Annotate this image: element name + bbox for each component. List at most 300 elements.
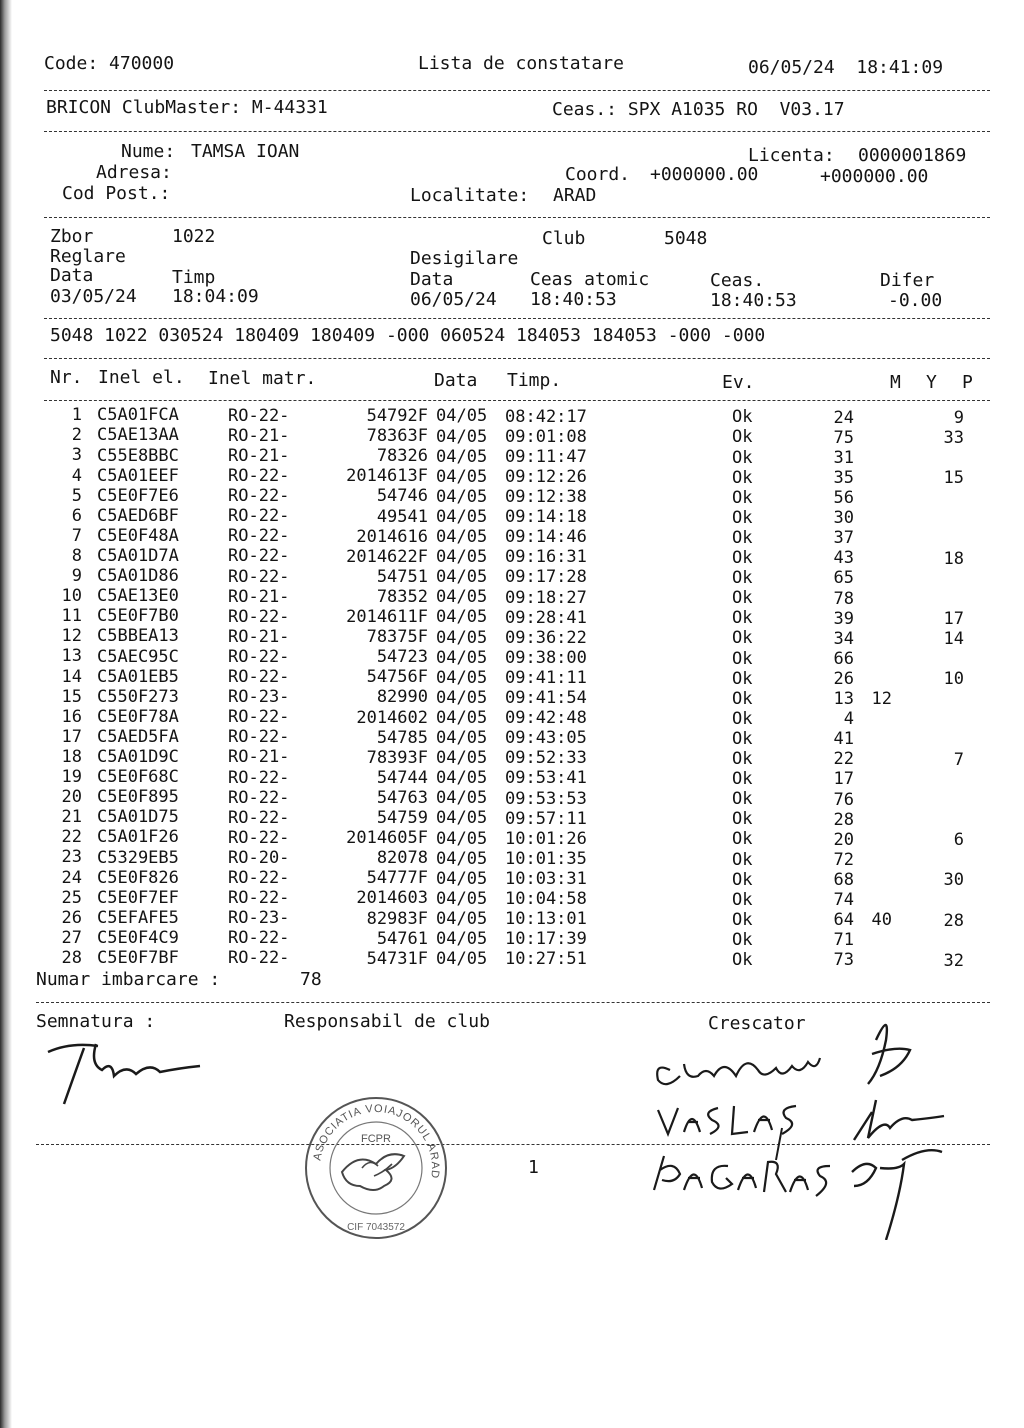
ring-number: 49541 <box>376 506 428 527</box>
ring-prefix: RO-22- <box>228 707 290 728</box>
ring-number: 54763 <box>376 787 428 808</box>
ring-prefix: RO-22- <box>228 787 290 808</box>
electronic-ring: C5E0F78A <box>97 706 179 727</box>
difference-value: -0.00 <box>888 290 943 311</box>
address-label: Adresa: <box>96 162 172 183</box>
electronic-ring: C5AE13AA <box>97 425 179 446</box>
ring-number: 78363F <box>366 426 428 447</box>
ring-number: 78352 <box>376 586 428 607</box>
row-number: 15 <box>61 686 82 707</box>
electronic-ring: C5E0F48A <box>97 525 179 546</box>
arrival-date: 04/05 <box>436 888 488 909</box>
row-number: 25 <box>61 887 82 908</box>
document-title: Lista de constatare <box>418 53 624 74</box>
col-p-value: 10 <box>943 669 964 690</box>
ring-number: 78326 <box>376 446 428 467</box>
event-status: Ok <box>732 849 753 870</box>
club-number: 5048 <box>664 228 708 249</box>
electronic-ring: C5E0F7E6 <box>97 485 179 506</box>
breeder-label: Crescator <box>708 1013 806 1034</box>
ring-prefix: RO-21- <box>228 747 290 768</box>
col-m-value: 17 <box>833 769 854 790</box>
ring-number: 82983F <box>366 908 428 929</box>
arrival-date: 04/05 <box>436 426 488 447</box>
event-status: Ok <box>732 608 753 629</box>
event-status: Ok <box>732 809 753 830</box>
col-m-value: 31 <box>833 447 854 468</box>
col-m-value: 78 <box>833 588 854 609</box>
col-inel-el-header: Inel el. <box>98 367 185 388</box>
row-number: 12 <box>61 626 82 647</box>
col-p-value: 15 <box>943 468 964 489</box>
col-p-value: 9 <box>953 408 964 428</box>
arrival-time: 09:57:11 <box>505 808 587 829</box>
col-m-value: 73 <box>833 950 854 971</box>
col-m-value: 20 <box>833 829 854 850</box>
col-m-value: 24 <box>833 407 854 428</box>
arrival-date: 04/05 <box>436 667 488 688</box>
electronic-ring: C5A01FCA <box>97 405 179 426</box>
arrival-date: 04/05 <box>436 788 488 809</box>
event-status: Ok <box>732 889 753 910</box>
ring-number: 2014613F <box>346 466 428 487</box>
row-number: 13 <box>61 646 82 667</box>
event-status: Ok <box>732 648 753 669</box>
row-number: 27 <box>61 927 82 948</box>
club-responsible-label: Responsabil de club <box>284 1011 490 1032</box>
event-status: Ok <box>732 688 753 709</box>
row-number: 8 <box>71 545 82 566</box>
electronic-ring: C5E0F826 <box>97 867 179 888</box>
electronic-ring: C550F273 <box>97 686 179 707</box>
ring-number: 54777F <box>366 868 428 889</box>
ring-prefix: RO-21- <box>228 586 290 607</box>
arrival-time: 09:01:08 <box>505 426 587 447</box>
zbor-label: Zbor <box>50 226 94 247</box>
reglare-time-label: Timp <box>172 267 216 288</box>
arrival-time: 10:27:51 <box>505 949 587 970</box>
col-ev-header: Ev. <box>722 372 755 393</box>
col-m-value: 76 <box>833 789 854 810</box>
electronic-ring: C5EFAFE5 <box>97 907 179 928</box>
col-m-value: 39 <box>833 608 854 629</box>
arrival-date: 04/05 <box>436 828 488 849</box>
club-label: Club <box>542 228 586 249</box>
ring-prefix: RO-22- <box>228 667 290 687</box>
svg-text:ASOCIATIA VOIAJORUL ARAD: ASOCIATIA VOIAJORUL ARAD <box>311 1102 442 1180</box>
ring-prefix: RO-22- <box>228 486 290 507</box>
row-number: 19 <box>61 767 82 787</box>
event-status: Ok <box>732 929 753 950</box>
clock-time: 18:40:53 <box>710 290 797 311</box>
arrival-time: 10:01:26 <box>505 828 587 849</box>
ring-prefix: RO-22- <box>228 526 290 547</box>
divider <box>36 1002 990 1003</box>
ring-prefix: RO-21- <box>228 626 290 647</box>
ring-number: 2014603 <box>356 888 428 909</box>
svg-text:CIF 7043572: CIF 7043572 <box>347 1222 405 1233</box>
col-y-value: 40 <box>871 910 892 931</box>
arrival-date: 04/05 <box>436 908 488 929</box>
arrival-time: 09:42:48 <box>505 708 587 729</box>
arrival-time: 09:41:54 <box>505 688 587 708</box>
ring-prefix: RO-21- <box>228 425 290 446</box>
reglare-date-label: Data <box>50 265 94 286</box>
electronic-ring: C5E0F68C <box>97 767 179 788</box>
divider <box>44 358 990 359</box>
signature-image <box>40 1030 210 1110</box>
row-number: 18 <box>61 746 82 767</box>
ring-number: 2014605F <box>346 828 428 849</box>
arrival-time: 09:17:28 <box>505 567 587 588</box>
arrival-time: 09:36:22 <box>505 627 587 648</box>
ring-prefix: RO-22- <box>228 888 290 909</box>
col-p-value: 30 <box>943 870 964 891</box>
ring-number: 54759 <box>376 808 428 828</box>
arrival-time: 10:13:01 <box>505 909 587 930</box>
arrival-date: 04/05 <box>436 466 488 487</box>
svg-text:FCPR: FCPR <box>361 1133 391 1145</box>
arrival-time: 09:38:00 <box>505 647 587 668</box>
ring-number: 2014611F <box>346 607 428 627</box>
row-number: 17 <box>61 726 82 747</box>
row-number: 9 <box>71 566 82 586</box>
ring-prefix: RO-22- <box>228 948 290 969</box>
arrival-date: 04/05 <box>436 707 488 728</box>
electronic-ring: C5A01D75 <box>97 807 179 828</box>
col-p-header: P <box>962 372 973 393</box>
event-status: Ok <box>732 527 753 548</box>
ring-number: 2014616 <box>356 526 428 547</box>
arrival-date: 04/05 <box>436 406 488 427</box>
electronic-ring: C5E0F4C9 <box>97 927 179 948</box>
club-stamp-image <box>302 1094 450 1242</box>
col-y-header: Y <box>926 372 937 393</box>
clock-label: Ceas. <box>710 270 765 291</box>
ring-prefix: RO-21- <box>228 445 290 466</box>
col-m-value: 13 <box>833 689 854 709</box>
ring-prefix: RO-22- <box>228 827 290 848</box>
license-number: 0000001869 <box>858 145 967 166</box>
clock-id: Ceas.: SPX A1035 RO V03.17 <box>552 99 845 120</box>
row-number: 1 <box>71 405 82 426</box>
col-m-value: 56 <box>833 488 854 508</box>
ring-prefix: RO-22- <box>228 807 290 828</box>
arrival-date: 04/05 <box>436 607 488 628</box>
col-p-value: 7 <box>953 749 964 770</box>
row-number: 3 <box>71 445 82 466</box>
event-status: Ok <box>732 447 753 468</box>
ring-number: 54792F <box>366 406 428 426</box>
divider <box>44 400 990 401</box>
ring-prefix: RO-22- <box>228 928 290 949</box>
row-number: 24 <box>61 867 82 888</box>
event-status: Ok <box>732 728 753 749</box>
col-m-value: 68 <box>833 869 854 890</box>
event-status: Ok <box>732 427 753 448</box>
scan-edge-shadow <box>0 0 12 1428</box>
col-m-value: 22 <box>833 749 854 770</box>
col-p-value: 18 <box>943 548 964 569</box>
event-status: Ok <box>732 708 753 729</box>
reglare-label: Reglare <box>50 246 126 267</box>
event-status: Ok <box>732 950 753 970</box>
row-number: 2 <box>71 425 82 446</box>
electronic-ring: C5AED5FA <box>97 726 179 747</box>
arrival-date: 04/05 <box>436 687 488 708</box>
row-number: 5 <box>71 485 82 506</box>
arrival-date: 04/05 <box>436 929 488 949</box>
electronic-ring: C5AEC95C <box>97 646 179 667</box>
locality: ARAD <box>553 185 597 206</box>
reglare-date: 03/05/24 <box>50 286 137 307</box>
row-number: 26 <box>61 907 82 928</box>
event-status: Ok <box>732 467 753 488</box>
ring-prefix: RO-22- <box>228 405 290 426</box>
arrival-date: 04/05 <box>436 748 488 769</box>
electronic-ring: C5A01D7A <box>97 546 179 566</box>
arrival-time: 09:16:31 <box>505 547 587 568</box>
electronic-ring: C5E0F7EF <box>97 887 179 908</box>
ring-prefix: RO-22- <box>228 727 290 748</box>
electronic-ring: C5BBEA13 <box>97 626 179 647</box>
event-status: Ok <box>732 869 753 890</box>
col-p-value: 28 <box>943 910 964 931</box>
col-m-value: 34 <box>833 628 854 649</box>
electronic-ring: C5A01D9C <box>97 747 179 767</box>
event-status: Ok <box>732 829 753 850</box>
ring-number: 78393F <box>366 747 428 768</box>
electronic-ring: C5A01EEF <box>97 465 179 486</box>
zbor-number: 1022 <box>172 226 216 247</box>
col-p-value: 17 <box>943 609 964 629</box>
arrival-date: 04/05 <box>436 527 488 547</box>
col-m-value: 43 <box>833 548 854 569</box>
electronic-ring: C5A01EB5 <box>97 666 179 687</box>
row-number: 4 <box>71 465 82 486</box>
license-label: Licenta: <box>748 145 835 166</box>
embark-label: Numar imbarcare : <box>36 969 221 990</box>
desig-date: 06/05/24 <box>410 289 497 310</box>
row-number: 16 <box>61 706 82 727</box>
atomic-clock-label: Ceas atomic <box>530 269 650 290</box>
event-status: Ok <box>732 749 753 769</box>
ring-prefix: RO-22- <box>228 868 290 888</box>
arrival-time: 09:12:38 <box>505 487 587 507</box>
ring-number: 2014622F <box>346 546 428 567</box>
arrival-date: 04/05 <box>436 587 488 608</box>
arrival-time: 09:14:46 <box>505 527 587 548</box>
ring-prefix: RO-23- <box>228 687 290 708</box>
code-label: Code: 470000 <box>44 53 175 74</box>
col-p-value: 33 <box>943 428 964 449</box>
coord-lat: +000000.00 <box>650 164 759 185</box>
col-nr-header: Nr. <box>50 367 83 388</box>
arrival-time: 09:53:53 <box>505 788 587 809</box>
arrival-date: 04/05 <box>436 949 488 970</box>
ring-number: 54761 <box>376 928 428 949</box>
ring-number: 54756F <box>366 667 428 688</box>
postal-label: Cod Post.: <box>62 183 171 204</box>
col-data-header: Data <box>434 370 478 391</box>
arrival-time: 10:17:39 <box>505 929 587 950</box>
electronic-ring: C5E0F7B0 <box>97 606 179 627</box>
electronic-ring: C5E0F7BF <box>97 948 179 968</box>
arrival-time: 09:52:33 <box>505 748 587 769</box>
col-p-value: 32 <box>943 950 964 971</box>
owner-name: TAMSA IOAN <box>191 141 300 162</box>
col-m-value: 65 <box>833 568 854 589</box>
col-m-value: 41 <box>833 729 854 750</box>
arrival-date: 04/05 <box>436 486 488 507</box>
col-m-value: 75 <box>833 427 854 448</box>
arrival-date: 04/05 <box>436 547 488 568</box>
arrival-time: 09:14:18 <box>505 507 587 528</box>
row-number: 10 <box>61 586 82 607</box>
row-number: 20 <box>61 787 82 808</box>
arrival-time: 08:42:17 <box>505 406 587 427</box>
arrival-date: 04/05 <box>436 446 488 467</box>
col-p-value: 6 <box>953 830 964 851</box>
event-status: Ok <box>732 548 753 568</box>
ring-prefix: RO-22- <box>228 566 290 587</box>
event-status: Ok <box>732 407 753 428</box>
event-status: Ok <box>732 668 753 689</box>
arrival-time: 09:12:26 <box>505 466 587 487</box>
breeder-signatures-image <box>640 1010 980 1240</box>
event-status: Ok <box>732 909 753 930</box>
arrival-date: 04/05 <box>436 647 488 668</box>
electronic-ring: C5AED6BF <box>97 505 179 526</box>
event-status: Ok <box>732 507 753 528</box>
divider <box>44 318 990 319</box>
electronic-ring: C5A01F26 <box>97 827 179 848</box>
col-m-value: 74 <box>833 890 854 910</box>
arrival-date: 04/05 <box>436 728 488 748</box>
arrival-time: 09:11:47 <box>505 446 587 467</box>
arrival-date: 04/05 <box>436 808 488 829</box>
coord-label: Coord. <box>565 164 631 185</box>
ring-number: 54751 <box>376 566 428 587</box>
col-m-header: M <box>890 372 901 393</box>
system-name: BRICON ClubMaster: M-44331 <box>46 97 328 118</box>
col-m-value: 4 <box>843 709 854 730</box>
row-number: 7 <box>71 525 82 546</box>
event-status: Ok <box>732 769 753 790</box>
difference-label: Difer <box>880 270 935 291</box>
arrival-time: 09:28:41 <box>505 607 587 628</box>
arrival-date: 04/05 <box>436 868 488 889</box>
ring-prefix: RO-22- <box>228 466 290 486</box>
reglare-time: 18:04:09 <box>172 286 259 307</box>
col-inel-matr-header: Inel matr. <box>208 368 317 389</box>
event-status: Ok <box>732 789 753 810</box>
arrival-time: 10:01:35 <box>505 848 587 869</box>
ring-number: 82078 <box>376 848 428 869</box>
col-m-value: 71 <box>833 930 854 951</box>
col-m-value: 64 <box>833 910 854 931</box>
signature-label: Semnatura : <box>36 1011 156 1032</box>
row-number: 28 <box>61 947 82 968</box>
ring-prefix: RO-22- <box>228 546 290 567</box>
ring-number: 78375F <box>366 627 428 648</box>
arrival-date: 04/05 <box>436 506 488 527</box>
col-m-value: 30 <box>833 508 854 529</box>
divider <box>44 217 990 218</box>
ring-prefix: RO-22- <box>228 606 290 627</box>
desigilare-label: Desigilare <box>410 248 519 269</box>
ring-number: 54731F <box>366 948 428 969</box>
row-number: 23 <box>61 847 82 868</box>
atomic-time: 18:40:53 <box>530 289 617 310</box>
row-number: 11 <box>61 606 82 627</box>
arrival-time: 09:41:11 <box>505 667 587 688</box>
arrival-date: 04/05 <box>436 848 488 869</box>
arrival-time: 09:53:41 <box>505 768 587 789</box>
row-number: 22 <box>61 827 82 848</box>
col-m-value: 72 <box>833 849 854 870</box>
print-datetime: 06/05/24 18:41:09 <box>748 57 944 78</box>
arrival-date: 04/05 <box>436 627 488 648</box>
row-number: 21 <box>61 807 82 828</box>
arrival-time: 09:18:27 <box>505 587 587 608</box>
ring-number: 82990 <box>376 687 428 708</box>
arrival-time: 10:03:31 <box>505 868 587 889</box>
electronic-ring: C5329EB5 <box>97 847 179 868</box>
locality-label: Localitate: <box>410 185 530 206</box>
ring-number: 2014602 <box>356 707 428 728</box>
col-p-value: 14 <box>943 629 964 650</box>
ring-prefix: RO-22- <box>228 767 290 788</box>
page-number: 1 <box>528 1157 539 1178</box>
divider <box>44 90 990 91</box>
col-m-value: 26 <box>833 668 854 689</box>
col-m-value: 66 <box>833 648 854 669</box>
event-status: Ok <box>732 628 753 649</box>
ring-number: 54723 <box>376 647 428 668</box>
embark-count: 78 <box>300 969 322 990</box>
arrival-date: 04/05 <box>436 768 488 789</box>
desig-date-label: Data <box>410 269 454 290</box>
event-status: Ok <box>732 487 753 508</box>
row-number: 6 <box>71 505 82 526</box>
ring-prefix: RO-20- <box>228 847 290 868</box>
ring-number: 54785 <box>376 727 428 748</box>
arrival-time: 09:43:05 <box>505 728 587 749</box>
col-m-value: 28 <box>833 809 854 830</box>
ring-prefix: RO-22- <box>228 506 290 527</box>
event-status: Ok <box>732 568 753 589</box>
col-m-value: 35 <box>833 467 854 488</box>
arrival-time: 10:04:58 <box>505 889 587 909</box>
ring-prefix: RO-23- <box>228 908 290 929</box>
encoded-flight-line: 5048 1022 030524 180409 180409 -000 060524 184053 184053 -000 -000 <box>50 325 766 346</box>
electronic-ring: C5A01D86 <box>97 566 179 587</box>
event-status: Ok <box>732 588 753 609</box>
coord-lon: +000000.00 <box>820 166 929 187</box>
ring-number: 54744 <box>376 767 428 788</box>
arrival-date: 04/05 <box>436 567 488 588</box>
electronic-ring: C5AE13E0 <box>97 586 179 607</box>
ring-number: 54746 <box>376 486 428 507</box>
electronic-ring: C55E8BBC <box>97 445 179 466</box>
divider <box>44 131 990 132</box>
name-label: Nume: <box>121 141 176 162</box>
row-number: 14 <box>61 666 82 687</box>
electronic-ring: C5E0F895 <box>97 787 179 808</box>
col-m-value: 37 <box>833 528 854 549</box>
col-y-value: 12 <box>871 689 892 710</box>
